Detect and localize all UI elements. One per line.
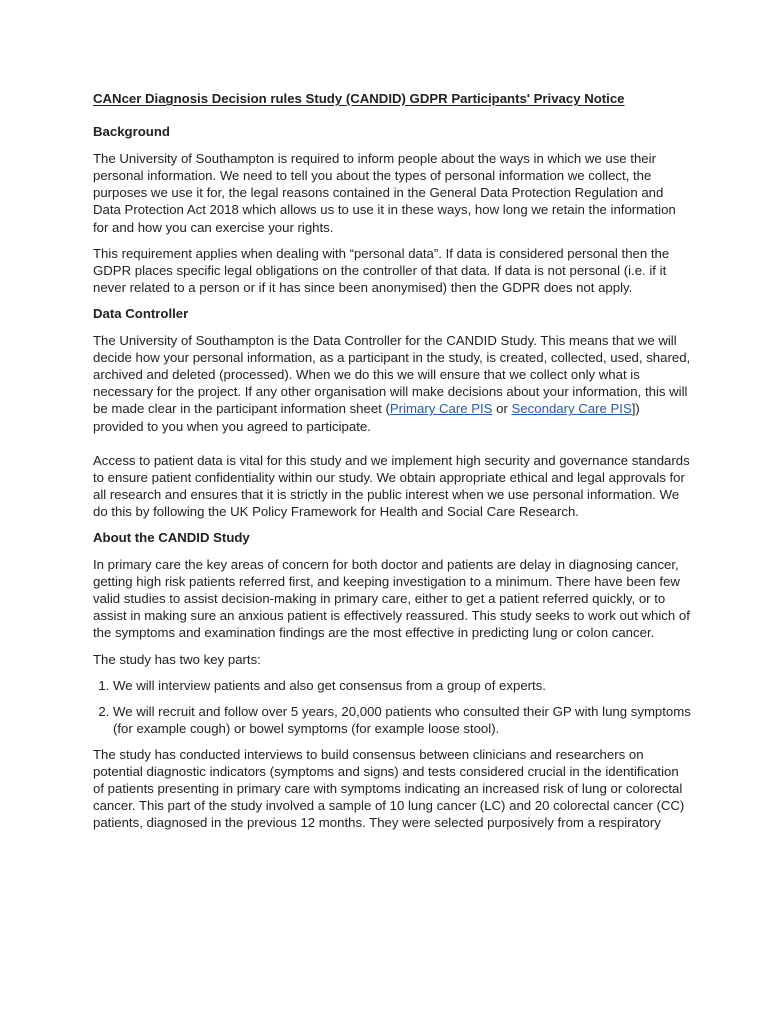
about-paragraph-2: The study has two key parts:: [93, 651, 261, 667]
list-item: 2. We will recruit and follow over 5 years, 20,000 patients who consulted their GP with lung symptoms (for example cough) or bowel symptoms (for example loose stool).: [113, 703, 693, 737]
background-paragraph-2: This requirement applies when dealing with “personal data”. If data is considered personal then the GDPR places specific legal obligations on the controller of that data. If data is not personal (i.e. if it never related to a person or if it has since been anonymised) then the GDPR does not apply.: [93, 245, 670, 295]
primary-care-pis-link[interactable]: Primary Care PIS: [389, 401, 493, 417]
list-item: 1. We will interview patients and also get consensus from a group of experts.: [113, 677, 693, 694]
key-parts-list: [93, 677, 693, 737]
about-paragraph-1: In primary care the key areas of concern for both doctor and patients are delay in diagnosing cancer, getting high risk patients referred first, and keeping investigation to a minimum. There have been few valid studies to assist decision-making in primary care, either to get a patient referred quickly, or to assist in making sure an anxious patient is effectively reassured. This study seeks to work out which of the symptoms and examination findings are the most effective in predicting lung or colon cancer.: [93, 557, 690, 641]
data-controller-paragraph-2: Access to patient data is vital for this study and we implement high security and governance standards to ensure patient confidentiality within our study. We obtain appropriate ethical and legal approvals for all research and ensures that it is strictly in the public interest when we use personal information. We do this by following the UK Policy Framework for Health and Social Care Research.: [93, 452, 690, 519]
secondary-care-pis-link[interactable]: Secondary Care PIS: [511, 401, 632, 417]
link-separator: or: [492, 401, 512, 417]
heading-data-controller: Data Controller: [93, 305, 189, 321]
document-title: CANcer Diagnosis Decision rules Study (CANDID) GDPR Participants' Privacy Notice: [93, 91, 625, 106]
data-controller-text-end: ]) provided to you when you agreed to participate.: [93, 401, 640, 434]
document-page: [93, 90, 693, 840]
data-controller-paragraph-1: [93, 332, 693, 435]
data-controller-text: The University of Southampton is the Data Controller for the CANDID Study. This means that we will decide how your personal information, as a participant in the study, is created, collected, used, shared, archived and deleted (processed). When we do this we will ensure that we collect only what is necessary for the project. If any other organisation will make decisions about your information, this will be made clear in the participant information sheet (: [93, 333, 691, 417]
about-paragraph-3: The study has conducted interviews to build consensus between clinicians and researchers on potential diagnostic indicators (symptoms and signs) and tests considered crucial in the identification of patients presenting in primary care with symptoms indicating an increased risk of lung or colorectal cancer. This part of the study involved a sample of 10 lung cancer (LC) and 20 colorectal cancer (CC) patients, diagnosed in the previous 12 months. They were selected purposively from a respiratory: [93, 746, 685, 831]
heading-background: Background: [93, 124, 170, 140]
background-paragraph-1: The University of Southampton is required to inform people about the ways in which we use their personal information. We need to tell you about the types of personal information we collect, the purposes we use it for, the legal reasons contained in the General Data Protection Regulation and Data Protection Act 2018 which allows us to use it in these ways, how long we retain the information for and how you can exercise your rights.: [93, 151, 676, 235]
heading-about-study: About the CANDID Study: [93, 529, 250, 545]
